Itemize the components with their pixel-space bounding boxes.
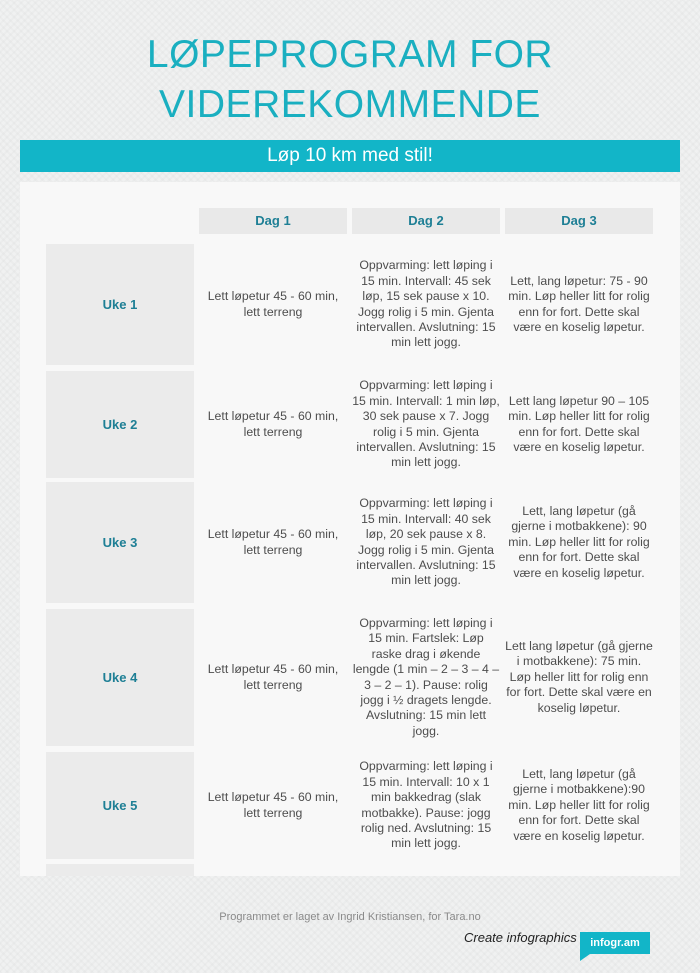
column-header-dag-2: Dag 2 <box>352 208 500 234</box>
table-cell <box>352 752 500 859</box>
table-cell <box>199 244 347 365</box>
table-cell <box>352 609 500 746</box>
schedule-table <box>20 182 680 876</box>
infogram-logo[interactable]: infogr.am <box>580 932 650 954</box>
subtitle-banner: Løp 10 km med stil! <box>20 140 680 172</box>
cell-text: Oppvarming: lett løping i 15 min. Intervall: 10 x 1 min bakkedrag (slak motbakke). Pause: jogg rolig ned. Avslutning: 15 min lett jogg. <box>359 759 493 851</box>
row-label-uke-5: Uke 5 <box>46 752 194 859</box>
column-header-dag-1: Dag 1 <box>199 208 347 234</box>
cell-text: Oppvarming: lett løping i 15 min. Fartslek: Løp raske drag i økende lengde (1 min – 2 – 3 – 4 – 3 – 2 – 1). Pause: rolig jogg i ½ dragets lengde. Avslutning: 15 min lett jogg. <box>352 615 500 738</box>
cell-text: Lett løpetur 45 - 60 min, lett terreng <box>207 527 339 557</box>
table-cell <box>199 752 347 859</box>
row-label-uke-3: Uke 3 <box>46 482 194 603</box>
credit-text: Programmet er laget av Ingrid Kristiansen, for Tara.no <box>219 911 481 923</box>
table-cell <box>505 244 653 365</box>
cell-text: Lett, lang løpetur: 75 - 90 min. Løp heller litt for rolig enn for fort. Dette skal være en koselig løpetur. <box>508 273 650 334</box>
table-cell <box>352 482 500 603</box>
table-cell <box>505 371 653 478</box>
cell-text: Lett løpetur 45 - 60 min, lett terreng <box>207 289 339 319</box>
page-title <box>0 30 700 130</box>
row-label-uke-1: Uke 1 <box>46 244 194 365</box>
table-cell <box>505 482 653 603</box>
table-cell <box>352 371 500 478</box>
cell-text: Oppvarming: lett løping i 15 min. Intervall: 45 sek løp, 15 sek pause x 10. Jogg rolig i 5 min. Gjenta intervallen. Avslutning: 15 min lett jogg. <box>356 258 496 350</box>
cell-text: Oppvarming: lett løping i 15 min. Intervall: 1 min løp, 30 sek pause x 7. Jogg rolig i 5 min. Gjenta intervallen. Avslutning: 15 min lett jogg. <box>352 378 500 470</box>
page-title-line-2: VIDEREKOMMENDE <box>159 83 541 126</box>
cell-text: Oppvarming: lett løping i 15 min. Intervall: 40 sek løp, 20 sek pause x 8. Jogg rolig i 5 min. Gjenta intervallen. Avslutning: 15 min lett jogg. <box>356 496 496 588</box>
cell-text: Lett, lang løpetur (gå gjerne i motbakkene): 90 min. Løp heller litt for rolig enn for fort. Dette skal være en koselig løpetur. <box>508 503 650 580</box>
table-cell <box>199 482 347 603</box>
cell-text: Lett løpetur 45 - 60 min, lett terreng <box>207 409 339 439</box>
cell-text: Lett lang løpetur (gå gjerne i motbakkene): 75 min. Løp heller litt for rolig enn for fort. Dette skal være en koselig løpetur. <box>505 638 653 715</box>
row-label-partial <box>46 864 194 876</box>
row-label-uke-4: Uke 4 <box>46 609 194 746</box>
table-cell <box>505 609 653 746</box>
cell-text: Lett løpetur 45 - 60 min, lett terreng <box>207 662 339 692</box>
create-infographics-link[interactable]: Create infographics <box>464 930 577 945</box>
table-cell <box>505 752 653 859</box>
table-cell <box>199 371 347 478</box>
table-cell <box>199 609 347 746</box>
cell-text: Lett løpetur 45 - 60 min, lett terreng <box>207 790 339 820</box>
page-title-line-1: LØPEPROGRAM FOR <box>146 33 554 76</box>
infogram-logo-tail <box>580 954 590 961</box>
row-label-uke-2: Uke 2 <box>46 371 194 478</box>
table-cell <box>352 244 500 365</box>
cell-text: Lett lang løpetur 90 – 105 min. Løp heller litt for rolig enn for fort. Dette skal være en koselig løpetur. <box>508 393 650 454</box>
cell-text: Lett, lang løpetur (gå gjerne i motbakkene):90 min. Løp heller litt for rolig enn for fort. Dette skal være en koselig løpetur. <box>508 766 650 843</box>
column-header-dag-3: Dag 3 <box>505 208 653 234</box>
